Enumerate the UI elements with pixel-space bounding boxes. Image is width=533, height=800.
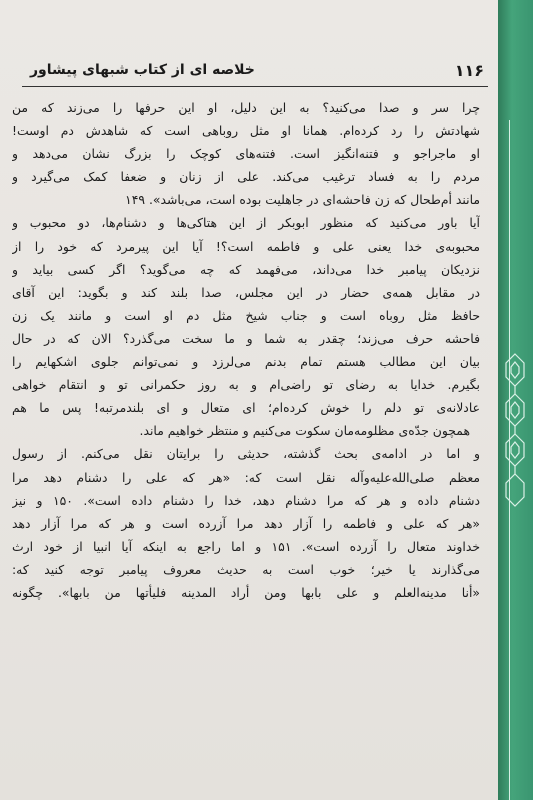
text-line: شهادتش را رد کرده‌ام. همانا او مثل روباهی است که شاهدش دم اوست! (12, 123, 480, 139)
header-rule (22, 86, 488, 87)
text-line: چرا سر و صدا می‌کنید؟ به این دلیل، او این حرفها را می‌زند که من (12, 100, 480, 115)
text-line: فاحشه حرف می‌زند؛ چقدر به شما و ما سخت می‌گذرد؟ الان که در حال (12, 330, 480, 346)
text-line: مانند أم‌طحال که زن فاحشه‌ای در جاهلیت بوده است، می‌باشد». ۱۴۹ (125, 192, 480, 208)
text-line: «أنا مدینه‌العلم و علی بابها ومن أراد المدینه فلیأتها من بابها». چگونه (12, 584, 480, 600)
text-line: بیان این مطالب هستم تمام بدنم می‌لرزد و نمی‌توانم جلوی اشکهایم را (12, 354, 480, 370)
text-line: آیا باور می‌کنید که منظور ابوبکر از این هتاکی‌ها و دشنام‌ها، دو محبوب و (12, 215, 480, 231)
body-text (12, 96, 480, 604)
text-line: همچون جدّه‌ی مظلومه‌مان سکوت می‌کنیم و منتظر خواهیم ماند. (139, 423, 470, 439)
text-line: عادلانه‌ی تو دلم را خوش کرده‌ام؛ ای متعال و ای بلندمرتبه! پس ما هم (12, 400, 480, 416)
running-title: خلاصه ای از کتاب شبهای پیشاور (30, 62, 255, 78)
page-header (30, 56, 484, 84)
page-number: ۱۱۶ (454, 60, 484, 80)
text-line: و اما در ادامه‌ی بحث گذشته، حدیثی را برایتان نقل می‌کنم. از رسول (12, 446, 480, 462)
geometric-ornament-icon (498, 350, 533, 510)
text-line: بگیرم. خدایا به رضای تو راضی‌ام و به روز حکمرانی تو و انتقام خواهی (12, 377, 480, 393)
text-line: او ماجراجو و فتنه‌انگیز است. فتنه‌های کوچک را بزرگ نشان می‌دهد و (12, 146, 480, 162)
text-line: نزدیکان پیامبر خدا می‌داند، می‌فهمد که چه می‌گوید؟ اگر کسی بیاید و (12, 261, 480, 277)
text-line: خداوند متعال را آزرده است». ۱۵۱ و اما راجع به اینکه آیا انبیا از خود ارث (12, 538, 480, 554)
text-line: دشنام داده و هر که مرا دشنام دهد، خدا را دشنام داده است». ۱۵۰ و نیز (12, 492, 480, 508)
text-line: در مقابل همه‌ی حضار در این مجلس، صدا بلند کند و بگوید: این آقای (12, 284, 480, 300)
text-line: حافظ مثل روباه است و جناب شیخ مثل دم او است و مانند یک زن (12, 307, 480, 323)
text-line: محبوبه‌ی خدا یعنی علی و فاطمه است؟! آیا این پیرمرد که خود را از (12, 238, 480, 254)
text-line: «هر که علی و فاطمه را آزار دهد مرا آزرده است و هر که مرا آزار دهد (12, 515, 480, 531)
text-line: معظم صلی‌الله‌علیه‌وآله نقل است که: «هر که علی را دشنام دهد مرا (12, 469, 480, 485)
text-line: مردم را به فساد ترغیب می‌کند. علی از زنان و ضعفا کمک می‌گیرد و (12, 169, 480, 185)
text-line: می‌گذارند یا خیر؛ خوب است به حدیث معروف پیامبر توجه کنید که: (12, 561, 480, 577)
